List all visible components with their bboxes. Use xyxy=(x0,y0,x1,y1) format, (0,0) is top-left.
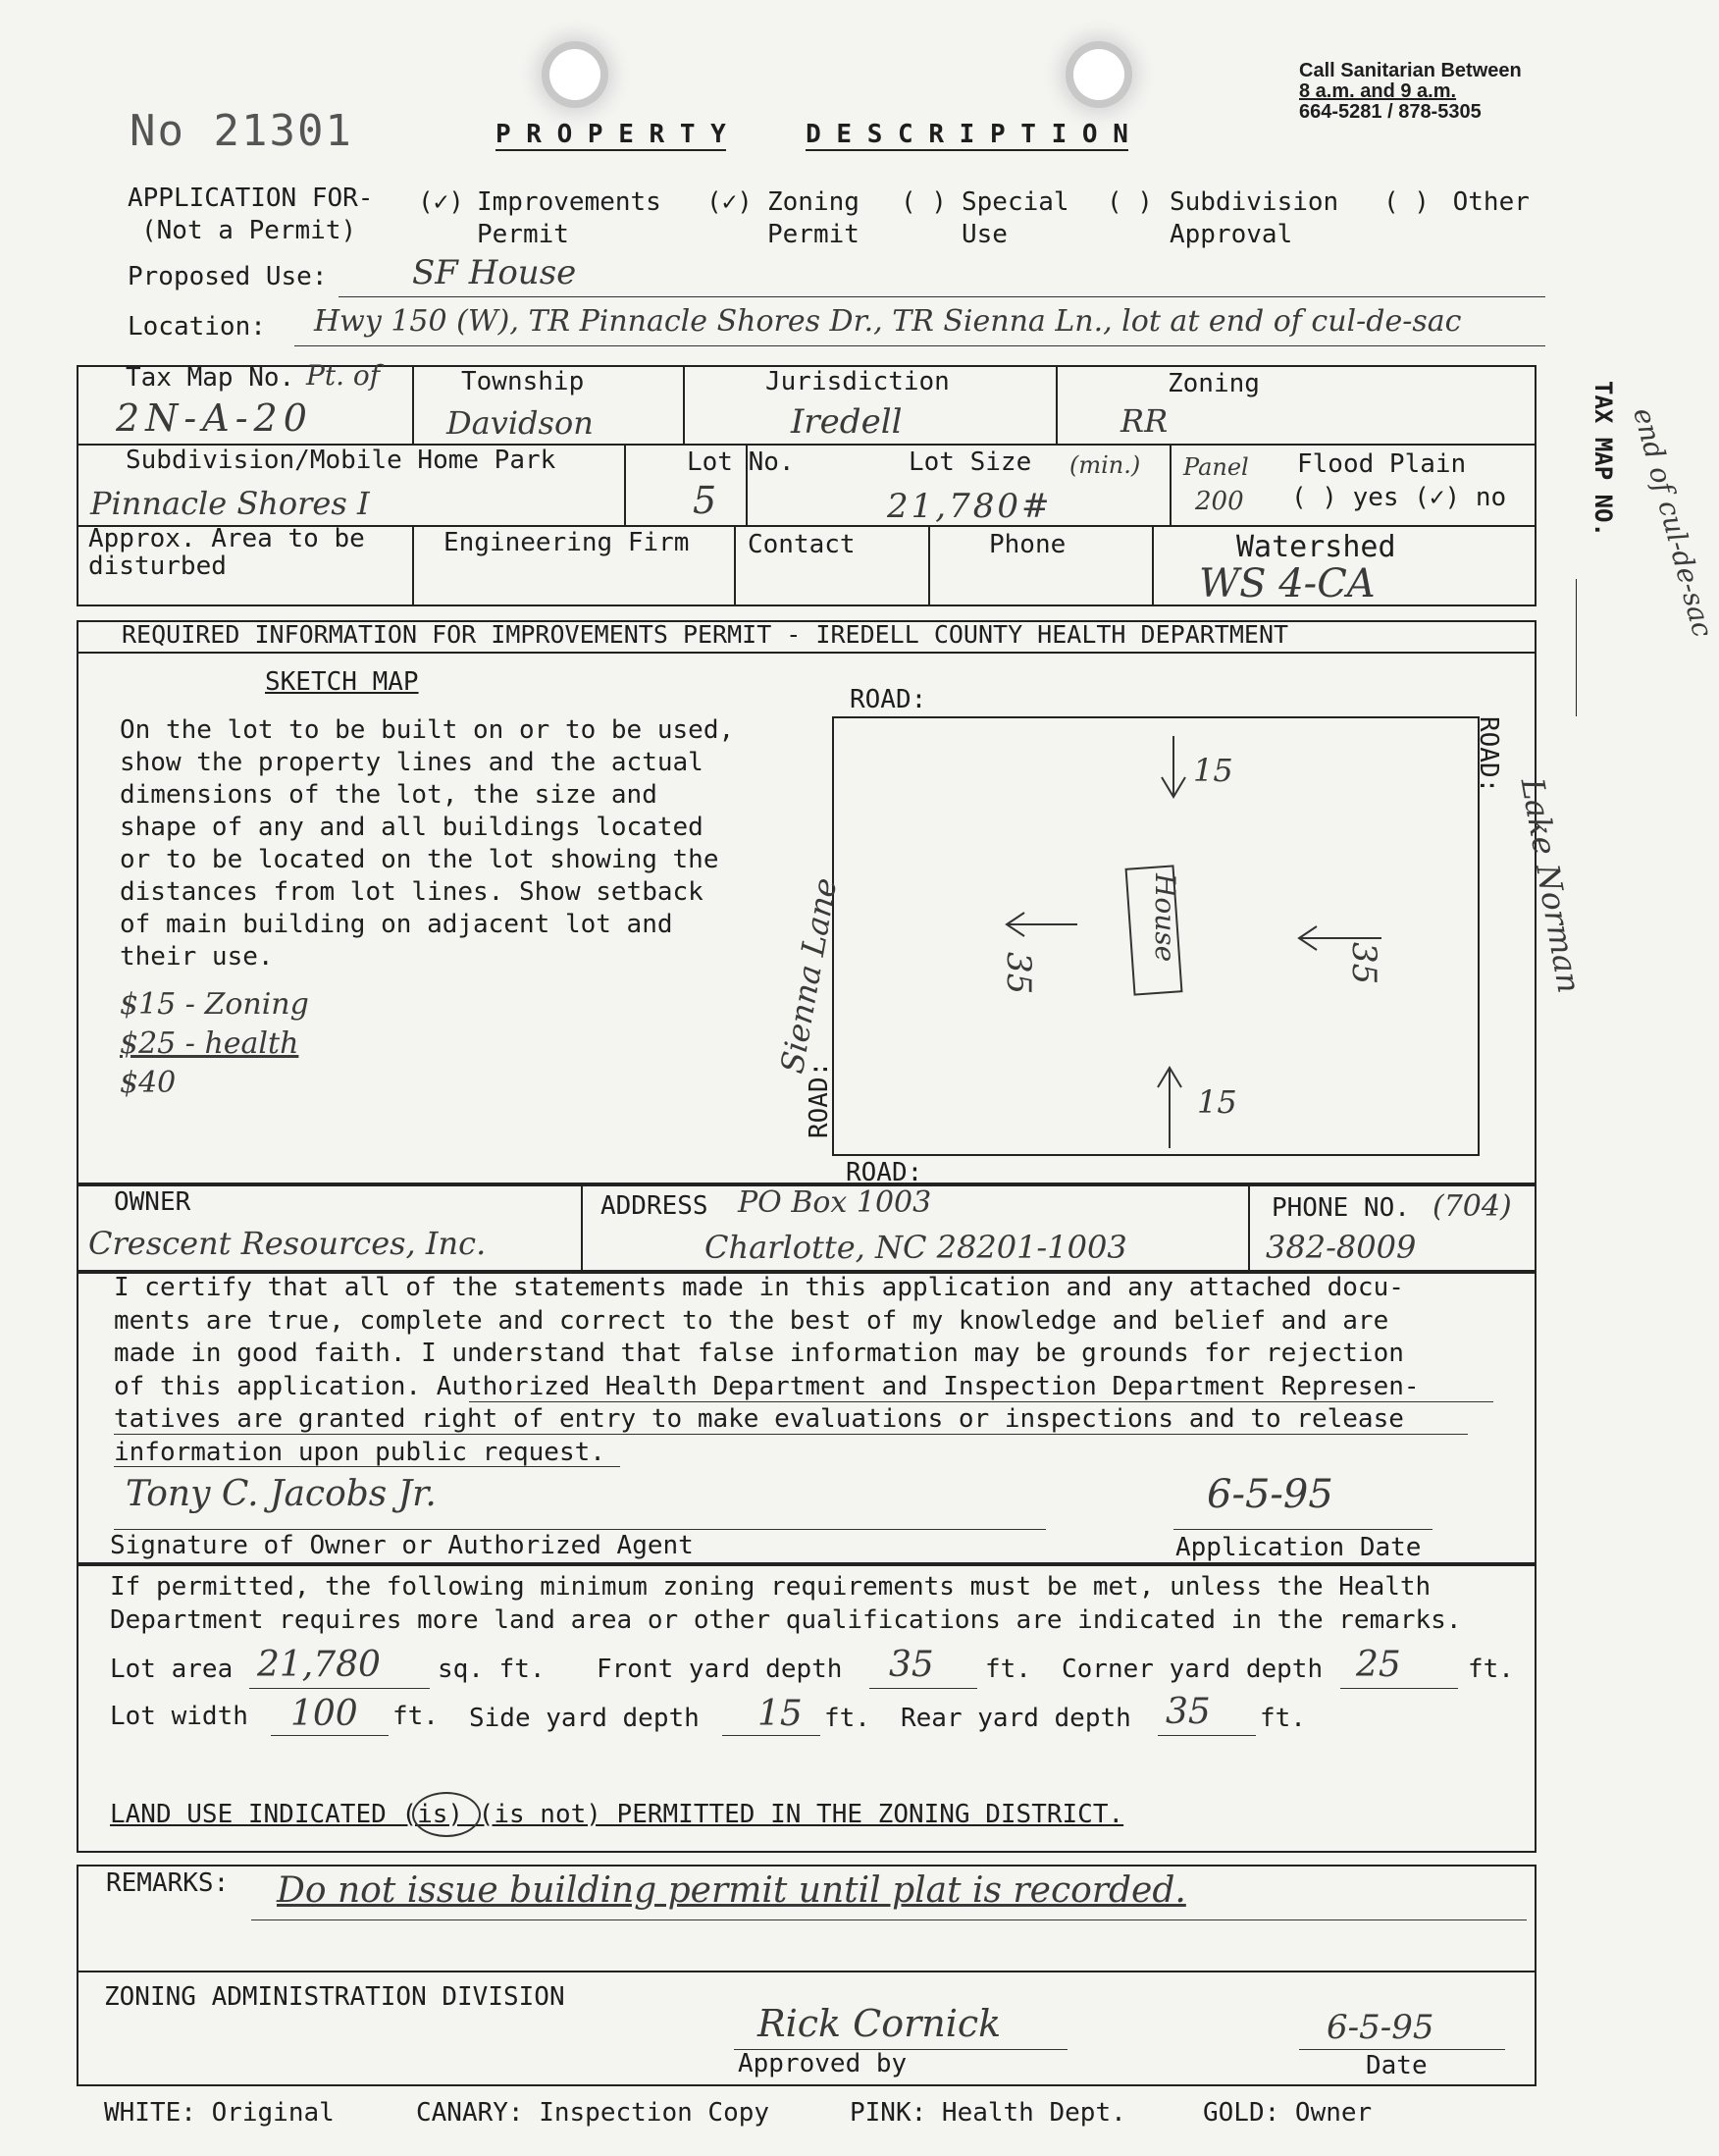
certification-line: of this application. Authorized Health Department and Inspection Department Represen- xyxy=(114,1371,1420,1401)
certification-line: tatives are granted right of entry to make evaluations or inspections and to release xyxy=(114,1404,1404,1434)
tax-map-label: Tax Map No. xyxy=(126,363,295,393)
application-date-label: Application Date xyxy=(1175,1533,1422,1562)
owner-phone-value[interactable]: 382-8009 xyxy=(1266,1229,1417,1266)
side-handwritten-note: end of cul-de-sac xyxy=(1627,404,1719,641)
side-yard-value[interactable]: 15 xyxy=(757,1694,803,1734)
tax-map-note: Pt. of xyxy=(306,359,381,392)
option-subdivision-line1: Subdivision xyxy=(1170,187,1339,217)
footer-gold: GOLD: Owner xyxy=(1203,2098,1373,2128)
panel-label: Panel xyxy=(1183,453,1249,481)
approved-date-value[interactable]: 6-5-95 xyxy=(1327,2008,1434,2047)
application-label-line2: (Not a Permit) xyxy=(141,216,357,245)
jurisdiction-label: Jurisdiction xyxy=(765,367,950,396)
watershed-value[interactable]: WS 4-CA xyxy=(1199,561,1376,606)
option-zoning-line1: Zoning xyxy=(767,187,860,217)
signature-value[interactable]: Tony C. Jacobs Jr. xyxy=(126,1474,437,1514)
title-word-property: P R O P E R T Y xyxy=(495,120,726,149)
remarks-value[interactable]: Do not issue building permit until plat is recorded. xyxy=(277,1870,1186,1911)
option-subdivision-check[interactable]: ( ) xyxy=(1107,187,1153,217)
road-label-right: ROAD: xyxy=(1474,716,1503,794)
lot-no-value[interactable]: 5 xyxy=(693,479,717,522)
owner-value[interactable]: Crescent Resources, Inc. xyxy=(88,1225,487,1262)
address-line2[interactable]: Charlotte, NC 28201-1003 xyxy=(704,1229,1127,1266)
form-number: No 21301 xyxy=(130,106,353,156)
option-zoning-check[interactable]: (✓) xyxy=(706,187,753,217)
proposed-use-value[interactable]: SF House xyxy=(412,253,577,292)
proposed-use-label: Proposed Use: xyxy=(128,262,328,291)
title-word-description: D E S C R I P T I O N xyxy=(806,120,1128,149)
house-label: House xyxy=(1149,873,1181,963)
instruction-line: of main building on adjacent lot and xyxy=(120,910,673,939)
sanitarian-line2: 8 a.m. and 9 a.m. xyxy=(1299,80,1457,102)
fee-total: $40 xyxy=(120,1066,177,1100)
instruction-line: show the property lines and the actual xyxy=(120,748,703,777)
area-label-line2: disturbed xyxy=(88,552,227,581)
zoning-label: Zoning xyxy=(1168,369,1260,398)
panel-value[interactable]: 200 xyxy=(1195,487,1244,516)
punch-hole-left xyxy=(549,49,600,100)
option-other[interactable] xyxy=(1383,186,1530,219)
owner-phone-area[interactable]: (704) xyxy=(1432,1189,1512,1224)
side-yard-unit: ft. xyxy=(824,1704,870,1733)
instruction-line: shape of any and all buildings located xyxy=(120,813,703,842)
owner-phone-label: PHONE NO. xyxy=(1272,1193,1410,1223)
corner-yard-label: Corner yard depth xyxy=(1062,1655,1324,1684)
option-special-use-line2: Use xyxy=(962,220,1008,249)
rear-yard-unit: ft. xyxy=(1260,1704,1306,1733)
option-zoning-line2: Permit xyxy=(767,220,860,249)
fee-health: $25 - health xyxy=(120,1026,299,1061)
sanitarian-notice xyxy=(1299,61,1522,123)
front-yard-unit: ft. xyxy=(985,1655,1031,1684)
certification-line: I certify that all of the statements made in this application and any attached docu- xyxy=(114,1273,1404,1302)
application-date-value[interactable]: 6-5-95 xyxy=(1207,1472,1333,1517)
certification-line: ments are true, complete and correct to the best of my knowledge and belief and are xyxy=(114,1305,1389,1336)
certification-line: information upon public request. xyxy=(114,1437,605,1467)
subdivision-value[interactable]: Pinnacle Shores I xyxy=(90,485,370,522)
fee-zoning: $15 - Zoning xyxy=(120,987,309,1022)
zoning-intro-line1: If permitted, the following minimum zoning requirements must be met, unless the Health xyxy=(110,1572,1432,1602)
left-road-note: Sienna Lane xyxy=(773,874,845,1077)
watershed-label: Watershed xyxy=(1236,530,1396,564)
township-label: Township xyxy=(461,367,585,396)
lot-area-value[interactable]: 21,780 xyxy=(257,1645,381,1685)
instruction-line: their use. xyxy=(120,942,274,972)
instruction-line: dimensions of the lot, the size and xyxy=(120,780,657,810)
option-other-label: Other xyxy=(1452,187,1530,217)
rear-yard-label: Rear yard depth xyxy=(901,1704,1131,1733)
application-label-line1: APPLICATION FOR- xyxy=(128,184,374,213)
corner-yard-unit: ft. xyxy=(1468,1655,1514,1684)
option-subdivision[interactable] xyxy=(1107,186,1338,251)
lot-area-unit: sq. ft. xyxy=(438,1655,546,1684)
setback-right: 35 xyxy=(1344,942,1383,985)
is-circle xyxy=(412,1792,481,1837)
setback-left: 35 xyxy=(999,952,1038,995)
lot-width-label: Lot width xyxy=(110,1702,248,1731)
page-title xyxy=(495,120,1128,149)
option-zoning[interactable] xyxy=(706,186,860,251)
application-label xyxy=(128,183,373,247)
option-improvements-line1: Improvements xyxy=(477,187,661,217)
signature-label: Signature of Owner or Authorized Agent xyxy=(110,1531,694,1560)
remarks-label: REMARKS: xyxy=(106,1868,230,1898)
footer-canary: CANARY: Inspection Copy xyxy=(416,2098,770,2128)
flood-plain-label: Flood Plain xyxy=(1297,449,1467,479)
footer-pink: PINK: Health Dept. xyxy=(850,2098,1126,2128)
owner-label: OWNER xyxy=(114,1187,191,1217)
front-yard-value[interactable]: 35 xyxy=(889,1645,934,1685)
road-label-left: ROAD: xyxy=(805,1061,834,1138)
option-improvements[interactable] xyxy=(418,186,661,251)
road-label-bottom: ROAD: xyxy=(846,1158,923,1187)
option-special-use-line1: Special xyxy=(962,187,1069,217)
township-value[interactable]: Davidson xyxy=(446,404,594,442)
improvements-heading: REQUIRED INFORMATION FOR IMPROVEMENTS PERMIT - IREDELL COUNTY HEALTH DEPARTMENT xyxy=(122,620,1289,649)
flood-plain-options[interactable]: ( ) yes (✓) no xyxy=(1291,483,1507,512)
subdivision-label: Subdivision/Mobile Home Park xyxy=(126,446,556,475)
lot-area-label: Lot area xyxy=(110,1655,234,1684)
approved-by-label: Approved by xyxy=(738,2049,908,2078)
tax-map-side-label: TAX MAP NO. xyxy=(1589,381,1617,537)
area-label-line1: Approx. Area to be xyxy=(88,524,365,553)
sanitarian-line1: Call Sanitarian Between xyxy=(1299,60,1522,81)
sanitarian-phone: 664-5281 / 878-5305 xyxy=(1299,101,1482,123)
option-special-use[interactable] xyxy=(901,186,1069,251)
certification-text xyxy=(114,1272,1420,1469)
sketch-map-title: SKETCH MAP xyxy=(265,667,419,697)
zoning-intro-line2: Department requires more land area or other qualifications are indicated in the remarks. xyxy=(110,1605,1462,1635)
contact-label: Contact xyxy=(748,530,856,559)
engineering-firm-label: Engineering Firm xyxy=(443,528,690,557)
corner-yard-value[interactable]: 25 xyxy=(1356,1645,1401,1685)
option-other-check[interactable]: ( ) xyxy=(1383,187,1430,217)
side-yard-label: Side yard depth xyxy=(469,1704,700,1733)
rear-yard-value[interactable]: 35 xyxy=(1166,1692,1211,1732)
lot-width-value[interactable]: 100 xyxy=(290,1694,358,1734)
setback-top: 15 xyxy=(1193,752,1233,789)
option-improvements-line2: Permit xyxy=(477,220,569,249)
approved-by-value[interactable]: Rick Cornick xyxy=(757,2002,1002,2045)
land-use-statement: LAND USE INDICATED (is) (is not) PERMITTED IN THE ZONING DISTRICT. xyxy=(110,1800,1124,1829)
front-yard-label: Front yard depth xyxy=(597,1655,843,1684)
certification-line: made in good faith. I understand that false information may be grounds for rejection xyxy=(114,1339,1404,1368)
instruction-line: or to be located on the lot showing the xyxy=(120,845,719,874)
lot-no-label: Lot No. xyxy=(687,447,795,477)
fee-notes xyxy=(120,985,309,1103)
area-disturbed-label xyxy=(88,525,365,580)
right-road-note: Lake Norman xyxy=(1513,775,1589,996)
lot-size-note: (min.) xyxy=(1069,451,1141,479)
lot-size-label: Lot Size xyxy=(909,447,1032,477)
footer-white: WHITE: Original xyxy=(104,2098,335,2128)
option-special-use-check[interactable]: ( ) xyxy=(901,187,947,217)
zoning-division-label: ZONING ADMINISTRATION DIVISION xyxy=(104,1982,565,2012)
jurisdiction-value[interactable]: Iredell xyxy=(791,402,903,442)
instruction-line: On the lot to be built on or to be used, xyxy=(120,715,735,745)
lot-size-value[interactable]: 21,780# xyxy=(887,487,1053,526)
zoning-value[interactable]: RR xyxy=(1120,402,1169,440)
address-line1[interactable]: PO Box 1003 xyxy=(738,1185,932,1220)
approved-date-label: Date xyxy=(1366,2051,1428,2080)
instruction-line: distances from lot lines. Show setback xyxy=(120,877,703,907)
sketch-instructions xyxy=(120,714,734,973)
location-value[interactable]: Hwy 150 (W), TR Pinnacle Shores Dr., TR Sienna Ln., lot at end of cul-de-sac xyxy=(314,304,1462,339)
lot-width-unit: ft. xyxy=(392,1702,439,1731)
tax-map-value[interactable]: 2N-A-20 xyxy=(116,396,313,440)
setback-bottom: 15 xyxy=(1197,1083,1237,1121)
option-improvements-check[interactable]: (✓) xyxy=(418,187,464,217)
location-label: Location: xyxy=(128,312,266,342)
road-label-top: ROAD: xyxy=(850,685,927,714)
punch-hole-right xyxy=(1073,49,1124,100)
option-subdivision-line2: Approval xyxy=(1170,220,1293,249)
phone-label: Phone xyxy=(989,530,1067,559)
address-label: ADDRESS xyxy=(600,1191,708,1221)
